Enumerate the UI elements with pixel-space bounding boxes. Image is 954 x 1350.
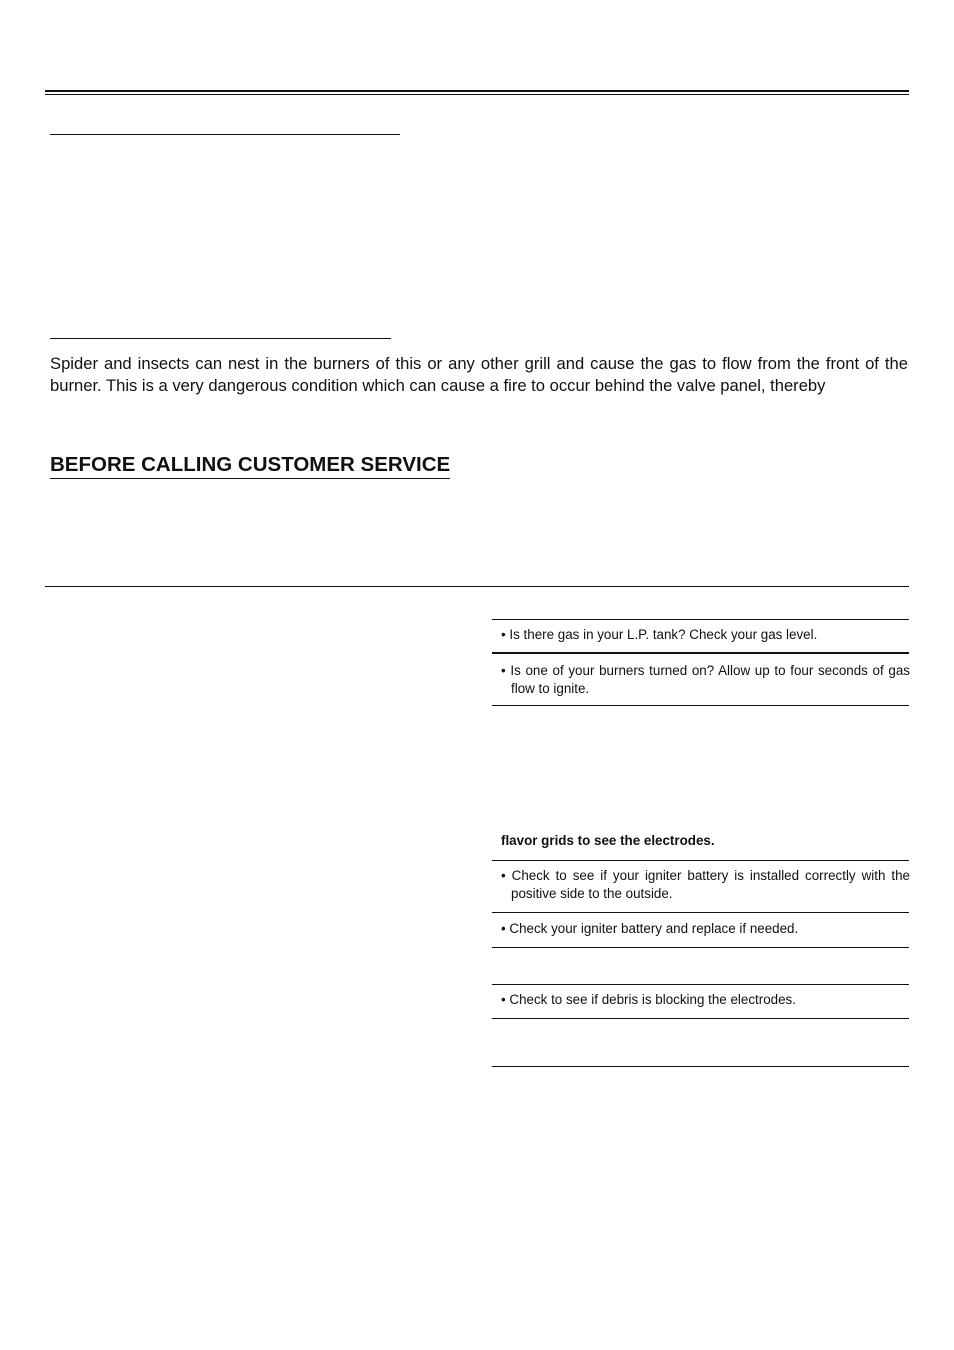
- tip-battery-replace: • Check your igniter battery and replace if needed.: [501, 921, 799, 936]
- table-rule: [492, 705, 909, 706]
- section-divider: [45, 586, 909, 587]
- table-rule: [492, 652, 909, 654]
- spider-warning-paragraph: Spider and insects can nest in the burners of this or any other grill and cause the gas to flow from the front of the burner. This is a very dangerous condition which can cause a fire to occur behind the valve panel, thereby: [50, 354, 908, 395]
- table-rule: [492, 984, 909, 985]
- table-rule: [492, 619, 909, 620]
- table-rule: [492, 1066, 909, 1067]
- table-rule: [492, 947, 909, 948]
- table-rule: [492, 1018, 909, 1019]
- tip-battery-installed: • Check to see if your igniter battery is installed correctly with the positive side to the outside.: [501, 868, 910, 901]
- top-rule-thin: [45, 94, 909, 95]
- table-rule: [492, 912, 909, 913]
- top-rule-thick: [45, 90, 909, 92]
- tip-burner-on: • Is one of your burners turned on? Allow up to four seconds of gas flow to ignite.: [501, 663, 910, 696]
- section-rule-1: [50, 134, 400, 135]
- section-rule-2: [50, 338, 391, 339]
- tip-debris-electrodes: • Check to see if debris is blocking the electrodes.: [501, 992, 796, 1007]
- tip-gas-level: • Is there gas in your L.P. tank? Check your gas level.: [501, 627, 818, 642]
- tip-flavor-grids: flavor grids to see the electrodes.: [501, 833, 715, 848]
- table-rule: [492, 860, 909, 861]
- before-calling-heading: BEFORE CALLING CUSTOMER SERVICE: [50, 453, 450, 479]
